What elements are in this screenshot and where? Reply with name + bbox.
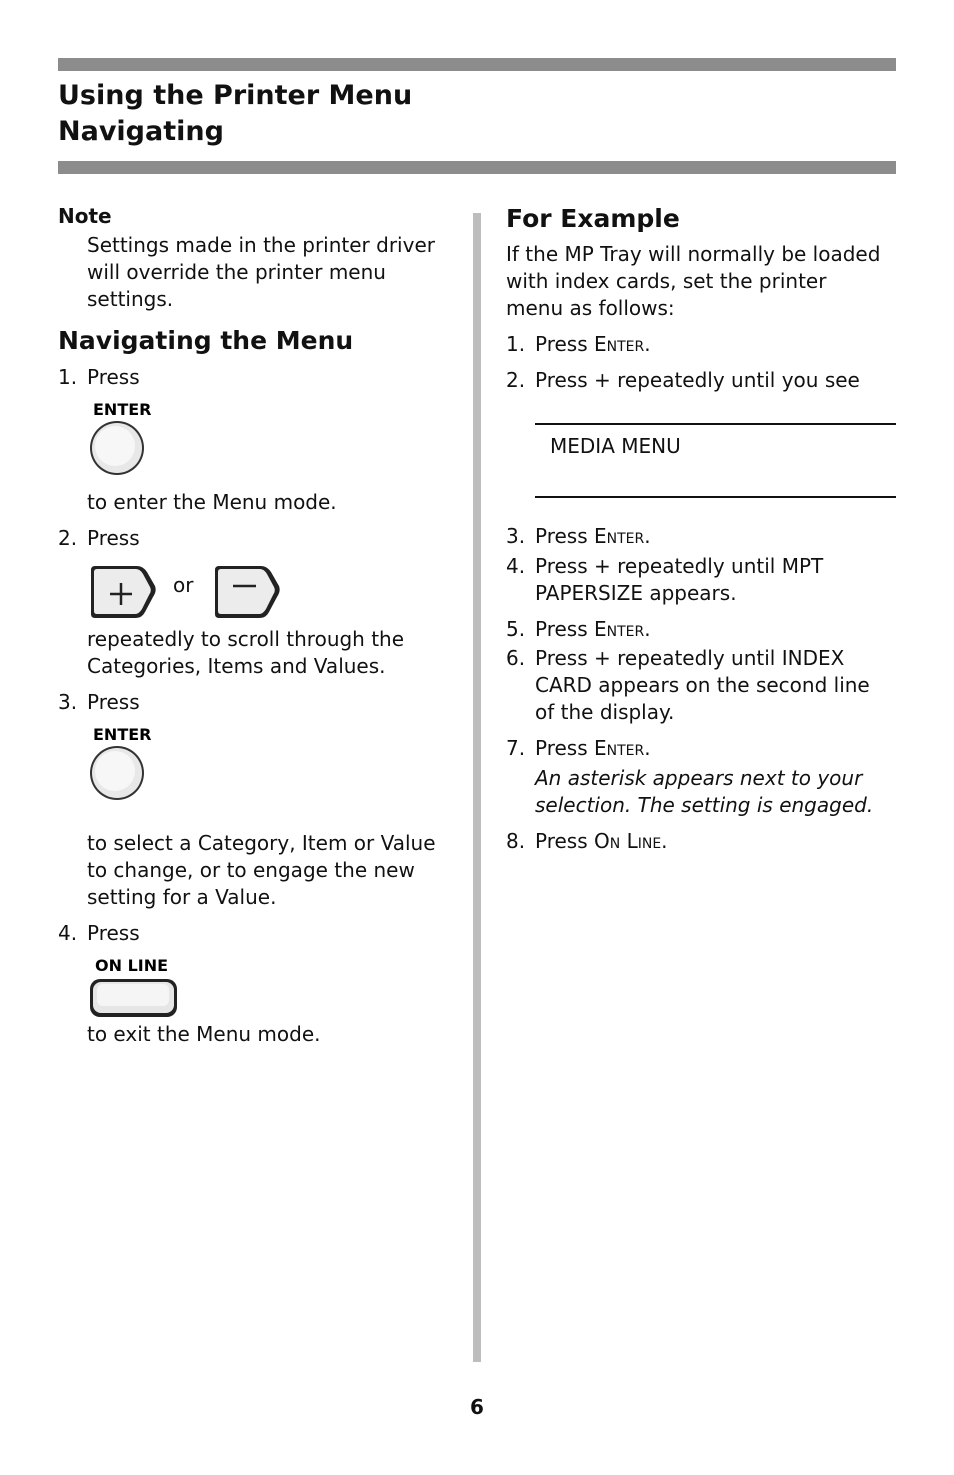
step-line: CARD appears on the second line: [535, 673, 870, 697]
step-text: [535, 553, 823, 607]
note-line: settings.: [87, 287, 174, 311]
step-key-name: On Line: [594, 829, 662, 853]
step-line: PAPERSIZE appears.: [535, 581, 737, 605]
step-text: [535, 523, 651, 550]
note-label: Note: [58, 204, 112, 228]
example-step-4: [506, 553, 906, 607]
step-text: Press: [87, 690, 140, 714]
enter-key-label: ENTER: [93, 400, 152, 419]
intro-line: menu as follows:: [506, 296, 675, 320]
step-text: [535, 645, 870, 726]
right-column-continued: [506, 523, 906, 855]
right-column: [506, 205, 906, 394]
note-line: An asterisk appears next to your: [535, 766, 863, 790]
step-3: [58, 689, 458, 716]
step-3-after-line: to change, or to engage the new: [87, 858, 415, 882]
page-title: [58, 78, 412, 150]
section-title-example: For Example: [506, 204, 680, 233]
intro-text: [506, 241, 906, 322]
or-text: or: [173, 573, 194, 597]
step-text-part: .: [644, 332, 651, 356]
example-step-8: [506, 828, 906, 855]
plus-button-icon: [87, 564, 159, 624]
plus-minus-keys: [58, 564, 458, 626]
step-7-note: [506, 765, 906, 819]
display-text: MEDIA MENU: [550, 434, 681, 458]
enter-key-label: ENTER: [93, 725, 152, 744]
step-number: 3.: [506, 524, 526, 548]
step-text-part: .: [644, 617, 651, 641]
step-text: [535, 828, 668, 855]
step-number: 2.: [58, 526, 78, 550]
example-step-7: [506, 735, 906, 762]
step-text: [535, 616, 651, 643]
step-number: 8.: [506, 829, 526, 853]
step-key-name: Enter: [594, 524, 645, 548]
step-2-after: [58, 626, 458, 680]
enter-button-icon: [87, 397, 157, 481]
step-text-part: Press: [535, 829, 594, 853]
display-rule-bottom: [535, 496, 896, 498]
note-text: [58, 232, 458, 313]
minus-button-icon: [211, 564, 283, 624]
enter-key: [58, 397, 458, 489]
step-text: Press: [87, 365, 140, 389]
note-line: selection. The setting is engaged.: [535, 793, 874, 817]
step-line: Press + repeatedly until MPT: [535, 554, 824, 578]
step-number: 1.: [506, 332, 526, 356]
step-text: [535, 331, 651, 358]
step-number: 2.: [506, 368, 526, 392]
note-line: Settings made in the printer driver: [87, 233, 435, 257]
step-2-after-line: Categories, Items and Values.: [87, 654, 386, 678]
example-step-5: [506, 616, 906, 643]
step-key-name: Enter: [594, 736, 645, 760]
step-number: 3.: [58, 690, 78, 714]
title-line-2: Navigating: [58, 116, 224, 147]
step-text: [535, 735, 651, 762]
step-line: of the display.: [535, 700, 675, 724]
example-step-1: [506, 331, 906, 358]
step-2-after-line: repeatedly to scroll through the: [87, 627, 405, 651]
step-text-part: .: [644, 524, 651, 548]
step-text-part: .: [661, 829, 668, 853]
example-step-2: [506, 367, 906, 394]
online-button-icon: [87, 953, 187, 1019]
example-step-3: [506, 523, 906, 550]
step-2: [58, 525, 458, 552]
step-key-name: Enter: [594, 332, 645, 356]
step-text-part: .: [644, 736, 651, 760]
step-number: 1.: [58, 365, 78, 389]
column-divider: [473, 213, 481, 1362]
step-key-name: Enter: [594, 617, 645, 641]
left-column: [58, 203, 458, 1048]
section-title-navigating: Navigating the Menu: [58, 326, 354, 355]
step-3-after-line: to select a Category, Item or Value: [87, 831, 436, 855]
step-text-part: Press: [535, 617, 594, 641]
step-number: 4.: [58, 921, 78, 945]
intro-line: with index cards, set the printer: [506, 269, 827, 293]
top-rule: [58, 58, 896, 71]
intro-line: If the MP Tray will normally be loaded: [506, 242, 881, 266]
step-number: 4.: [506, 554, 526, 578]
step-text: Press + repeatedly until you see: [535, 368, 860, 392]
enter-key: [58, 718, 458, 814]
step-text-part: Press: [535, 524, 594, 548]
title-line-1: Using the Printer Menu: [58, 80, 413, 111]
step-number: 5.: [506, 617, 526, 641]
online-key-label: ON LINE: [95, 956, 169, 975]
step-text: Press: [87, 921, 140, 945]
step-number: 7.: [506, 736, 526, 760]
page-number: 6: [470, 1395, 484, 1419]
step-3-after: [58, 830, 458, 911]
title-bottom-rule: [58, 161, 896, 174]
example-step-6: [506, 645, 906, 726]
enter-button-icon: [87, 718, 157, 802]
note-line: will override the printer menu: [87, 260, 386, 284]
step-number: 6.: [506, 646, 526, 670]
display-rule-top: [535, 423, 896, 425]
step-text-part: Press: [535, 736, 594, 760]
step-text-part: Press: [535, 332, 594, 356]
online-key: [58, 953, 458, 1021]
step-1: [58, 364, 458, 391]
step-line: Press + repeatedly until INDEX: [535, 646, 845, 670]
step-4: [58, 920, 458, 947]
step-4-after: to exit the Menu mode.: [87, 1022, 321, 1046]
step-1-after: to enter the Menu mode.: [87, 490, 337, 514]
step-text: Press: [87, 526, 140, 550]
step-3-after-line: setting for a Value.: [87, 885, 277, 909]
